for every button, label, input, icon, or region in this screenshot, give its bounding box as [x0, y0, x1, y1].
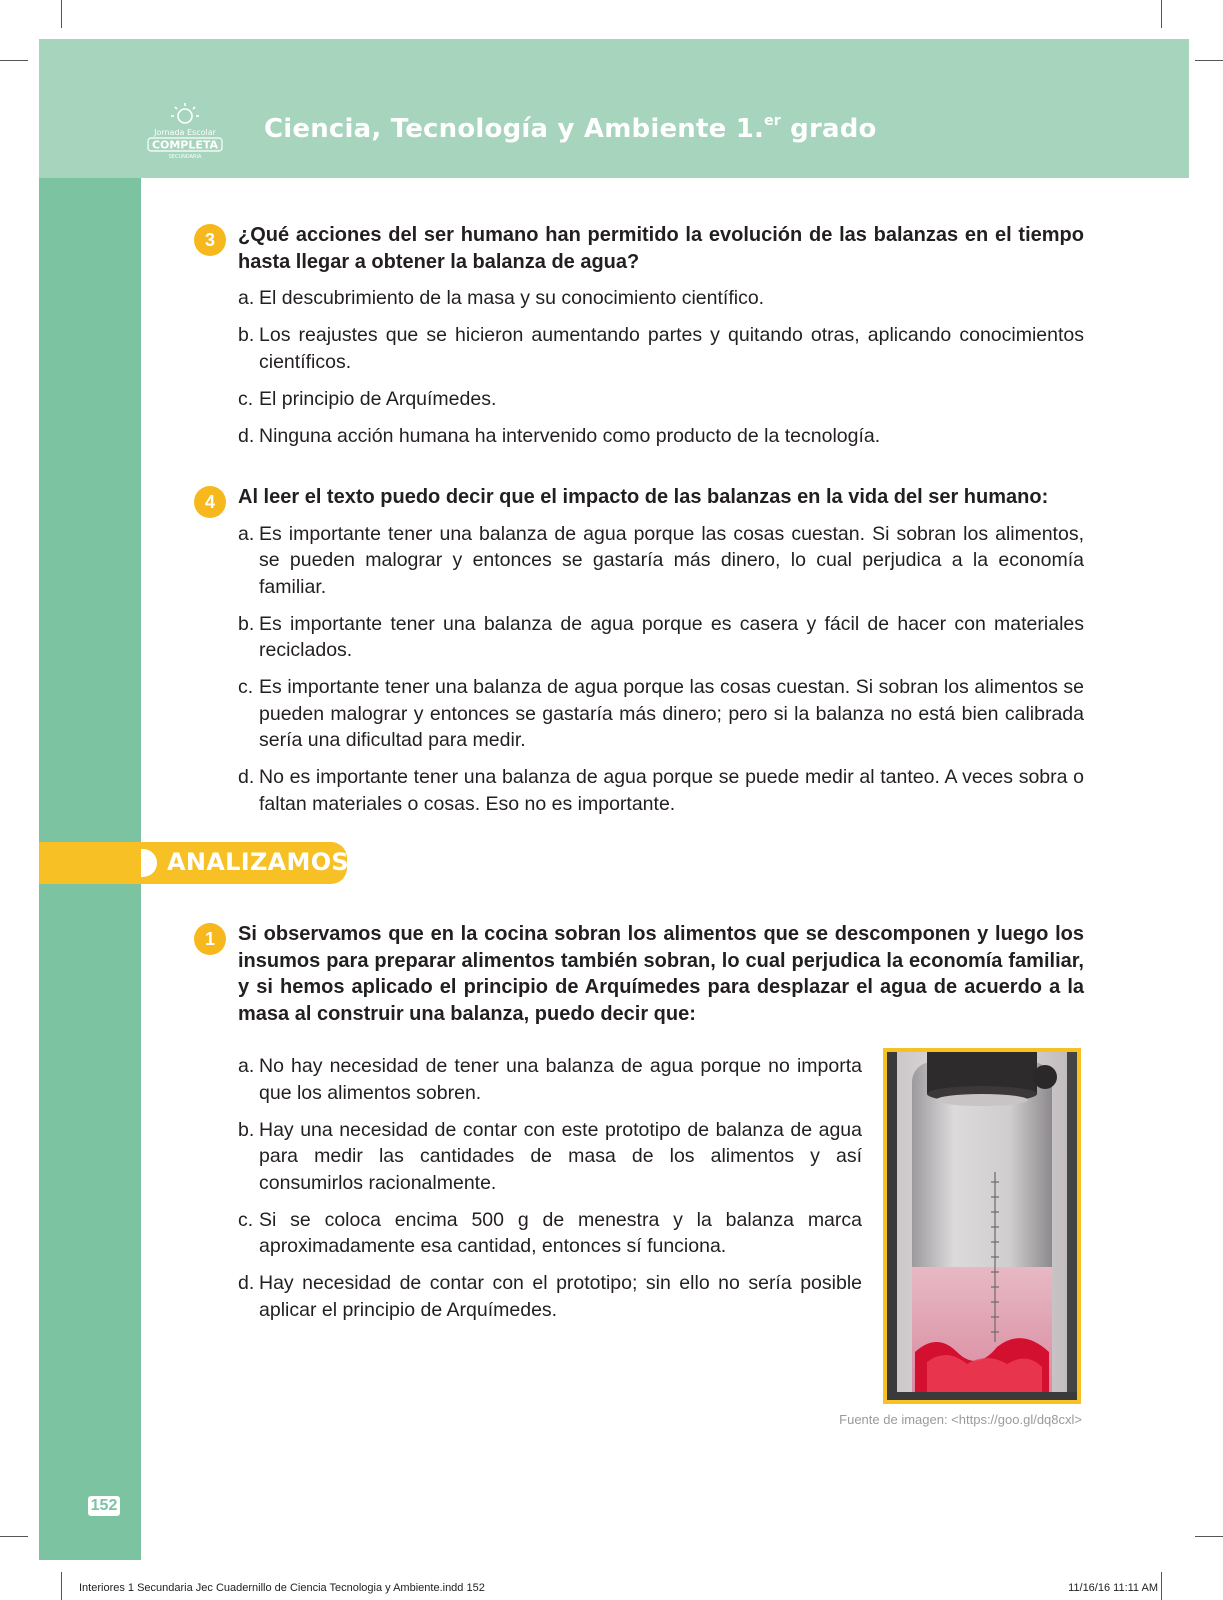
option-item: c. El principio de Arquímedes.	[238, 387, 497, 410]
question-text: Al leer el texto puedo decir que el impacto de las balanzas en la vida del ser humano:	[238, 486, 1049, 508]
section-title: ANALIZAMOS	[167, 848, 350, 876]
question-text: Si observamos que en la cocina sobran los alimentos que se descomponen y luego los insumos para preparar alimentos también sobran, lo cual perjudica la economía familiar, y si hemos aplicado el principio de Arquímedes para desplazar el agua de acuerdo a la masa al construir una balanza, puedo decir que:	[238, 923, 1084, 1025]
crop-mark	[1195, 60, 1223, 61]
option-item: c. Si se coloca encima 500 g de menestra y la balanza marca aproximadamente esa cantidad, entonces sí funciona.	[238, 1208, 862, 1257]
option-item: c. Es importante tener una balanza de agua porque las cosas cuestan. Si sobran los alimentos se pueden malograr y entonces se gastaría más dinero; pero si la balanza no está bien calibrada sería una dificultad para medir.	[238, 676, 1084, 751]
question-4	[194, 484, 1084, 828]
date-slug: 11/16/16 11:11 AM	[1068, 1582, 1158, 1594]
image-source-caption: Fuente de imagen: <https://goo.gl/dq8cxl>	[839, 1412, 1082, 1427]
analysis-option-list	[194, 1053, 862, 1334]
question-number-badge: 4	[194, 486, 226, 518]
jornada-escolar-logo	[140, 100, 230, 160]
book-title: Ciencia, Tecnología y Ambiente 1.$^{er}$ grado	[264, 113, 877, 144]
option-item: a. No hay necesidad de tener una balanza de agua porque no importa que los alimentos sobren.	[238, 1055, 862, 1104]
option-item: b. Es importante tener una balanza de agua porque es casera y fácil de hacer con materiales reciclados.	[238, 612, 1084, 661]
option-item: d. No es importante tener una balanza de agua porque se puede medir al tanteo. A veces sobra o faltan materiales o cosas. Eso no es importante.	[238, 766, 1084, 815]
option-list	[238, 285, 1084, 449]
crop-mark	[61, 1572, 62, 1600]
crop-mark	[1195, 1536, 1223, 1537]
water-balance-image	[887, 1052, 1077, 1400]
file-slug: Interiores 1 Secundaria Jec Cuadernillo de Ciencia Tecnologia y Ambiente.indd 152	[79, 1582, 485, 1594]
crop-mark	[61, 0, 62, 28]
crop-mark	[0, 60, 28, 61]
question-number-badge: 3	[194, 224, 226, 256]
svg-text:Jornada Escolar: Jornada Escolar	[154, 128, 216, 137]
crop-mark	[0, 1536, 28, 1537]
tab-notch	[141, 849, 157, 877]
option-list	[238, 1053, 862, 1323]
option-item: d. Hay necesidad de contar con el prototipo; sin ello no sería posible aplicar el principio de Arquímedes.	[238, 1272, 862, 1321]
crop-mark	[1161, 1572, 1162, 1600]
water-balance-photo	[883, 1048, 1081, 1404]
analysis-question-1	[194, 921, 1084, 1027]
option-item: a. Es importante tener una balanza de agua porque las cosas cuestan. Si sobran los alimentos, se pueden malograr y entonces se gastaría más dinero, lo cual perjudica a la economía familiar.	[238, 522, 1084, 598]
question-number-badge: 1	[194, 923, 226, 955]
svg-text:SECUNDARIA: SECUNDARIA	[168, 154, 202, 160]
option-item: d. Ninguna acción humana ha intervenido como producto de la tecnología.	[238, 424, 881, 447]
question-text: ¿Qué acciones del ser humano han permitido la evolución de las balanzas en el tiempo hasta llegar a obtener la balanza de agua?	[238, 224, 1084, 273]
option-item: b. Hay una necesidad de contar con este prototipo de balanza de agua para medir las cantidades de masa de los alimentos y así consumirlos racionalmente.	[238, 1118, 862, 1194]
option-item: b. Los reajustes que se hicieron aumentando partes y quitando otras, aplicando conocimientos científicos.	[238, 324, 1084, 373]
crop-mark	[1161, 0, 1162, 28]
section-tab-analizamos	[39, 842, 350, 884]
svg-text:COMPLETA: COMPLETA	[151, 138, 219, 152]
question-3	[194, 222, 1084, 460]
option-list	[238, 521, 1084, 818]
page-number: 152	[88, 1496, 120, 1516]
option-item: a. El descubrimiento de la masa y su conocimiento científico.	[238, 287, 765, 309]
